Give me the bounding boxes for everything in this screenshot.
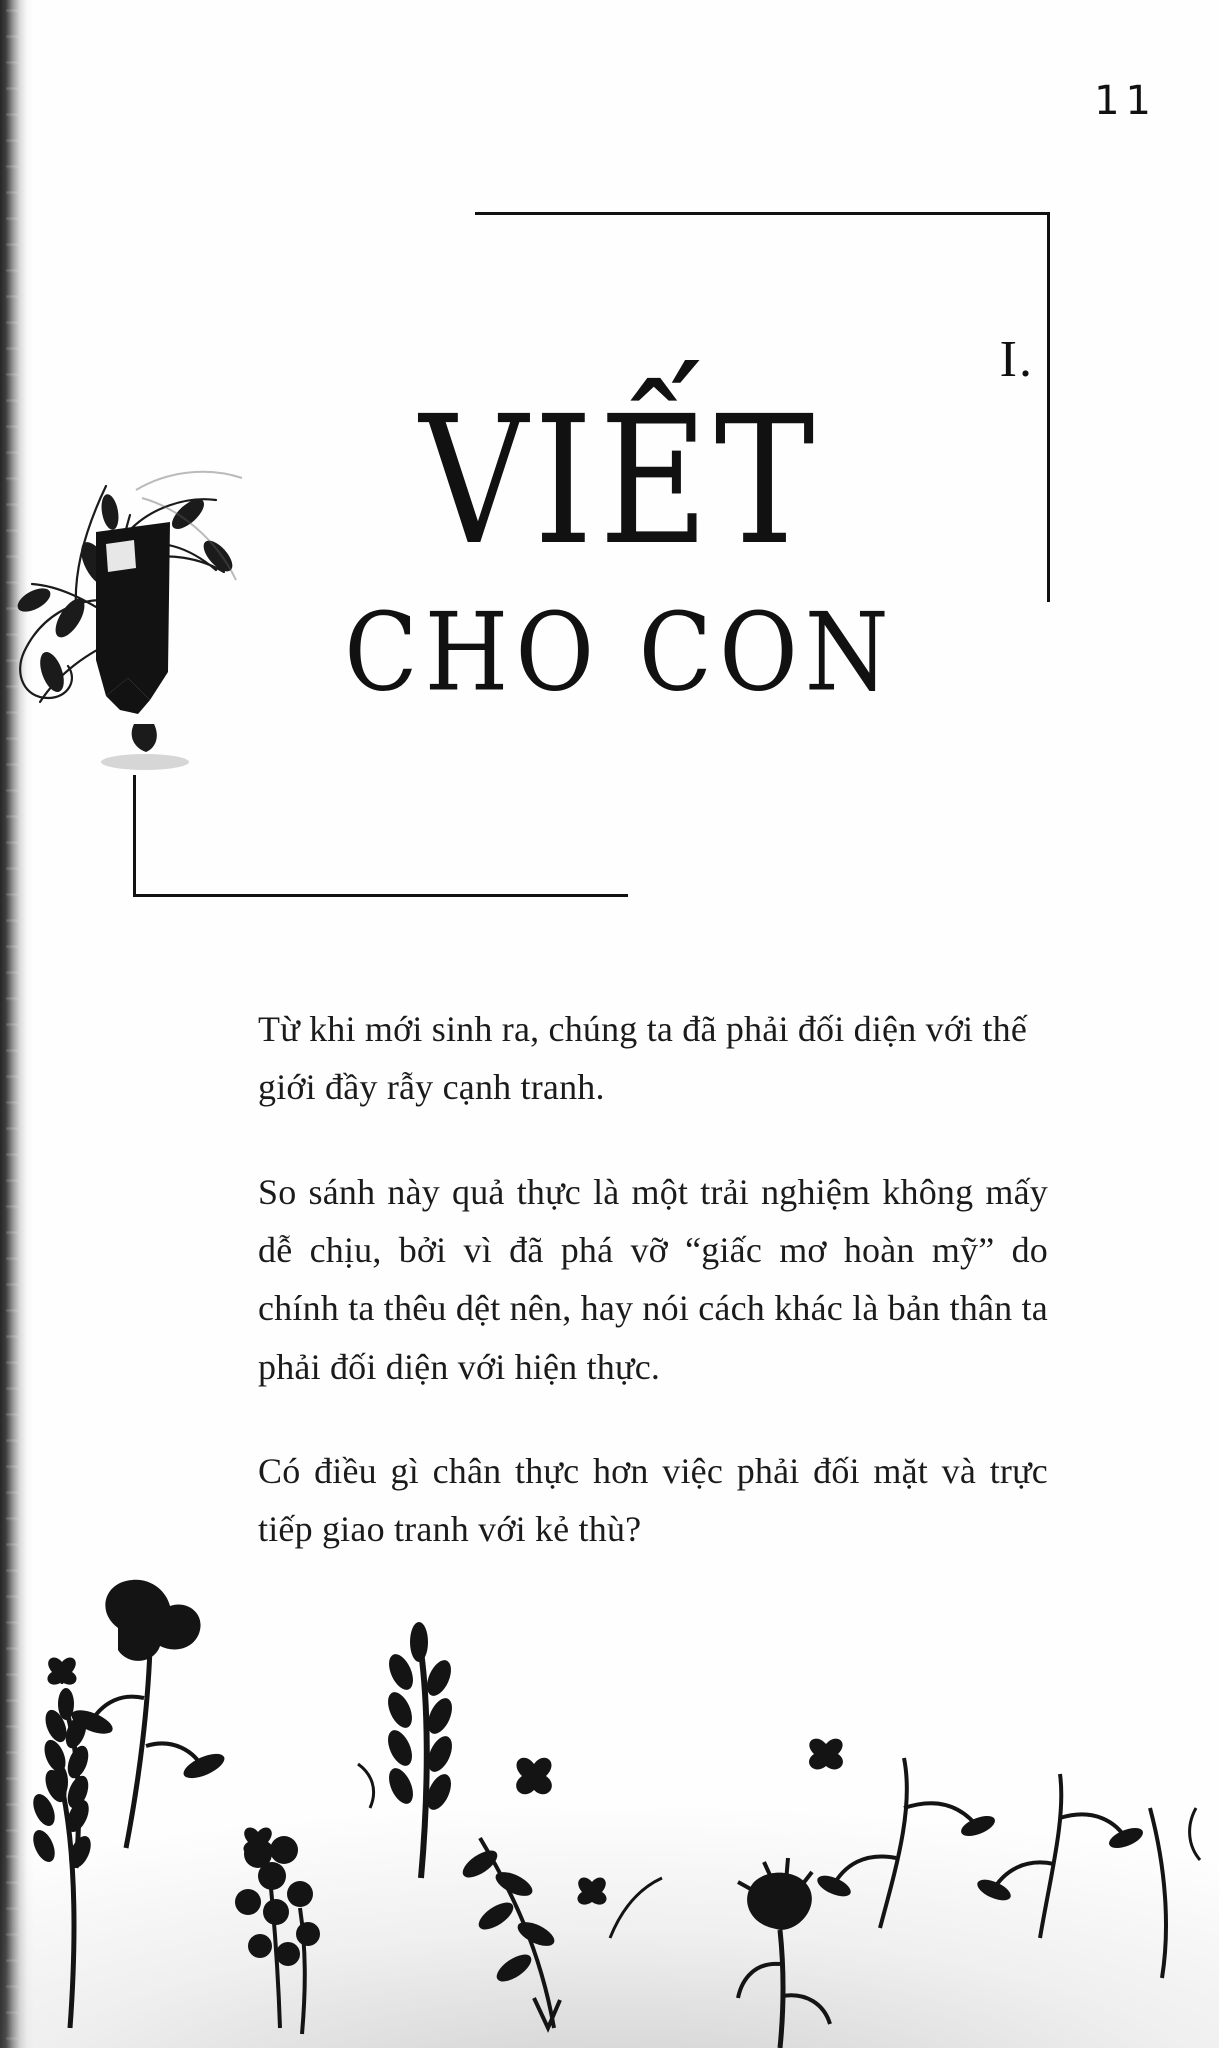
chapter-frame-right-line: [1047, 212, 1050, 602]
meadow-illustration: [0, 1508, 1219, 2048]
chapter-numeral: I.: [999, 331, 1034, 388]
chapter-title-line-2: CHO CON: [344, 589, 896, 715]
chapter-title: [300, 379, 940, 715]
page-binding-edge: [0, 0, 34, 2048]
page-number: 11: [1094, 78, 1157, 124]
chapter-title-line-1: VIẾT: [419, 379, 821, 585]
body-copy: [258, 1000, 1048, 1559]
bottom-haze: [0, 1618, 1219, 2048]
chapter-frame-bottom-line: [133, 894, 628, 897]
vase-illustration: [10, 300, 310, 920]
paragraph-1: Từ khi mới sinh ra, chúng ta đã phải đối diện với thế giới đầy rẫy cạnh tranh.: [258, 1009, 1028, 1108]
paragraph-3: Có điều gì chân thực hơn việc phải đối mặt và trực tiếp giao tranh với kẻ thù?: [258, 1450, 1048, 1550]
chapter-frame-top-line: [475, 212, 1050, 215]
paragraph-2: So sánh này quả thực là một trải nghiệm không mấy dễ chịu, bởi vì đã phá vỡ “giấc mơ hoàn mỹ” do chính ta thêu dệt nên, hay nói cách khác là bản thân ta phải đối diện với hiện thực.: [258, 1171, 1048, 1387]
chapter-frame-left-line: [133, 775, 136, 897]
